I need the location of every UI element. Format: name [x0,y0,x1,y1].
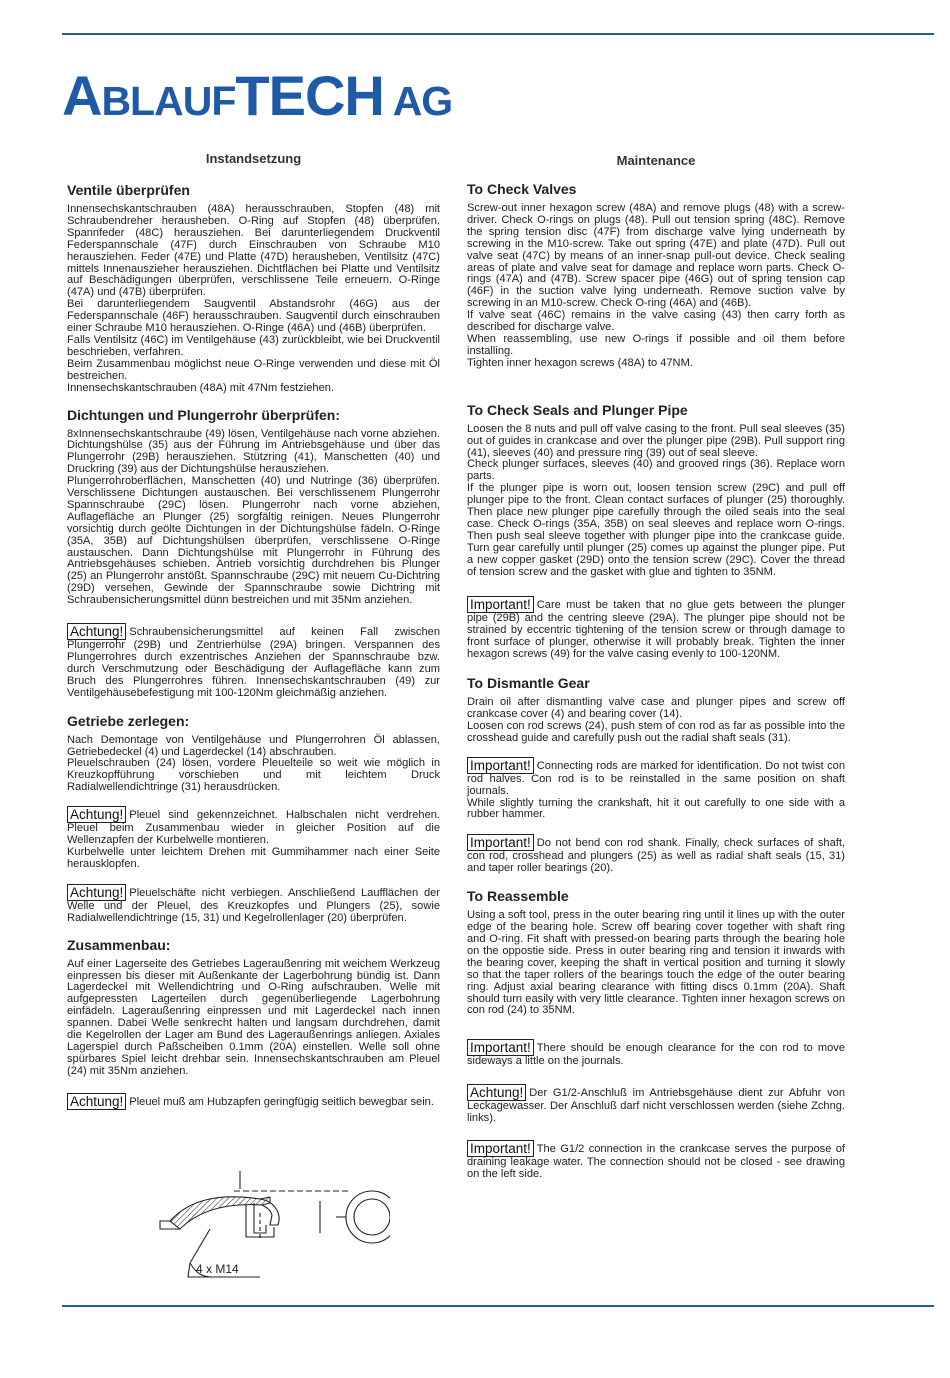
achtung-block [467,1084,845,1125]
important-block [467,1039,845,1068]
paragraph: Plungerrohroberflächen, Manschetten (40) und Nutringe (36) überprüfen. Verschlissene Dichtungen austauschen. Bei verschlissenem Plungerrohr Spannschraube (29C) lösen. Plungerrohr nach vorne abziehen, Auflagefläche an Plunger (25) sorgfältig reinigen. Neues Plungerrohr vorsichtig durch geölte Dichtungen in der Dichtungshülse fädeln. O-Ringe (35A, 35B) auf Dichtungshülsen überprüfen, verschlissene O-Ringe austauschen. Dann Dichtungshülse mit Plungerrohr in Führung des Antriebsgehäuses schieben. Antrieb vorsichtig durchdrehen bis Plunger (25) an Plungerrohr anstößt. Spannschraube (29C) mit neuem Cu-Dichtring (29D) versehen, Gewinde der Spannschraube sowie Dichtring mit Schraubensicherungsmittel dünn bestreichen und mit 35Nm anziehen. [67,475,440,607]
english-column [467,145,845,1181]
important-block [467,757,845,798]
warning-text: Der G1/2-Anschluß im Antriebsgehäuse dient zur Abfuhr von Leckagewasser. Der Anschluß darf nicht verschlossen werden (siehe Zchng. links). [467,1087,845,1125]
warning-text: Pleuelschäfte nicht verbiegen. Anschließend Laufflächen der Welle und der Pleuel, des Kreuzkopfes und Plungers (25), sowie Radialwellendichtringe (15, 31) und Kegelrollenlager (20) überprüfen. [67,886,440,924]
section-reassemble [467,888,845,1017]
paragraph: Innensechskantschrauben (48A) mit 47Nm festziehen. [67,381,335,394]
section-title: To Check Valves [467,181,577,197]
warning-text: Schraubensicherungsmittel auf keinen Fall zwischen Plungerrohr (29B) und Zentrierhülse (29A) bringen. Verspannen des Plungerrohres durch exzentrisches Anziehen der Spannschraube bzw. durch Verschmutzung oder Beschädigung der Auflagefläche kann zum Bruch des Plungerrohres führen. Innensechskantschrauben (49) zur Ventilgehäusebefestigung mit 100-120Nm gleichmäßig anziehen. [67,626,440,699]
important-block [467,834,845,875]
section-title: Getriebe zerlegen: [67,712,190,729]
paragraph: Kurbelwelle unter leichtem Drehen mit Gummihammer nach einer Seite herausklopfen. [67,845,440,870]
important-text: There should be enough clearance for the con rod to move sideways a little on the journals. [467,1042,845,1068]
achtung-badge: Achtung! [67,1093,126,1110]
german-column [67,145,440,1110]
section-zusammenbau [67,937,440,1078]
drawing-bearing-circle [354,1199,390,1235]
achtung-badge: Achtung! [67,884,126,901]
paragraph: If the plunger pipe is worn out, loosen tension screw (29C) and pull off plunger pipe to the front. Clean contact surfaces of plunger (25) thoroughly. Then place new plunger pipe carefully through the oiled seals into the seal case. Check O-rings (35A, 35B) on seal sleeves and replace worn O-rings. Then push seal sleeve together with plunger pipe into the crankcase guide. Turn gear carefully until plunger (25) comes up against the plunger pipe. Put a new copper gasket (29D) onto the tension screw (29C). Cover the thread of tension screw and the gasket with glue and tighten to 35NM. [467,482,845,578]
achtung-badge: Achtung! [67,806,126,823]
warning-block [67,623,440,700]
paragraph: Screw-out inner hexagon screw (48A) and remove plugs (48) with a screw-driver. Check O-rings on plugs (48). Pull out tension spring (48C). Remove the spring tension disc (47F) from discharge valve lying underneath by screwing in the M10-screw. Take out spring (47E) and plate (47D). Pull out valve seat (47C) by means of an inner-snap pull-out device. Check sealing areas of plate and valve seat for damage and replace worn parts. Check O-rings (47A) and (47B). Screw spacer pipe (46G) out of spring tension cap (46F) in the suction valve lying underneath. Remove suction valve by screwing in an M10-screw. Check O-ring (46A) and (46B). [467,202,845,310]
important-badge: Important! [467,757,534,774]
important-badge: Important! [467,1140,534,1157]
section-check-valves [467,181,845,370]
important-block [467,596,845,661]
section-title: To Dismantle Gear [467,675,590,692]
paragraph: Using a soft tool, press in the outer bearing ring until it lines up with the outer edge of the bearing hole. Screw off bearing cover together with shaft ring and O-ring. Fit shaft with pressed-on bearing parts through the bearing hole on the oppostie side. Press in outer bearing ring and tension it inwards with the bearing cover, keeping the shaft in vertical position and turning it slowly so that the taper rollers of the bearings touch the edge of the outer bearing ring. Adjust axial bearing clearance with fitting discs 0.1mm (20A). Shaft should turn easily with very little clearance. Tighten inner hexagon screws on con rod (24) to 35NM. [467,909,845,1017]
achtung-badge: Achtung! [467,1084,526,1101]
crankcase-drawing [150,1163,390,1291]
top-rule [62,33,934,35]
paragraph: Pleuelschrauben (24) lösen, vordere Pleuelteile so weit wie möglich in Kreuzkopfführung vorschieben und mit leichtem Druck Radialwellendichtringe (31) herausdrücken. [67,757,440,794]
important-text: Connecting rods are marked for identification. Do not twist con rod halves. Con rod is to be reinstalled in the same position on shaft journals. [467,759,845,797]
section-title: Zusammenbau: [67,936,171,953]
drawing-bearing-circle [346,1191,390,1243]
important-badge: Important! [467,1039,534,1056]
brand-logo [62,66,452,126]
logo-letter-a: A [62,64,102,127]
section-ventile [67,182,440,395]
section-dismantle-gear [467,675,845,745]
paragraph: Loosen con rod screws (24), push stem of con rod as far as possible into the crosshead guide and carefully push out the radial shaft seals (31). [467,719,845,744]
column-title-maintenance: Maintenance [616,153,696,168]
column-title-instandsetzung: Instandsetzung [205,151,302,166]
important-badge: Important! [467,596,534,613]
warning-text: Pleuel sind gekennzeichnet. Halbschalen nicht verdrehen. Pleuel beim Zusammenbau wieder in gleicher Position auf die Wellenzapfen der Kurbelwelle montieren. [67,809,440,847]
paragraph: Loosen the 8 nuts and pull off valve casing to the front. Pull seal sleeves (35) out of guides in crankcase and over the plunger pipe (29B). Pull support ring (41), sleeves (40) and pressure ring (39) out of seal sleeve. [467,422,845,459]
warning-text: Pleuel muß am Hubzapfen geringfügig seitlich bewegbar sein. [129,1095,434,1108]
paragraph: 8xInnensechskantschraube (49) lösen, Ventilgehäuse nach vorne abziehen. Dichtungshülse (35) aus der Führung im Antriebsgehäuse und über das Plungerrohr (29B) herausziehen. Stützring (41), Manschetten (40) und Druckring (39) aus der Dichtungshülse herausziehen. [67,427,440,476]
warning-block [67,884,440,925]
logo-text-blauf: BLAUF [101,78,236,124]
section-getriebe [67,713,440,795]
drawing-hatched-body [170,1197,270,1229]
section-title: Ventile überprüfen [67,182,190,198]
warning-block [67,1093,440,1110]
section-title: Dichtungen und Plungerrohr überprüfen: [67,406,340,423]
paragraph: Drain oil after dismantling valve case and plunger pipes and screw off crankcase cover (4) and bearing cover (14). [467,696,845,720]
logo-text-ech: ECH [268,64,384,127]
paragraph: Tighten inner hexagon screws (48A) to 47NM. [467,356,693,369]
warning-block [67,806,440,847]
paragraph: Check plunger surfaces, sleeves (40) and grooved rings (36). Replace worn parts. [467,458,845,483]
section-title: To Reassemble [467,888,569,905]
paragraph: Nach Demontage von Ventilgehäuse und Plungerrohren Öl ablassen, Getriebedeckel (4) und Lagerdeckel (14) abschrauben. [67,733,440,758]
paragraph: Innensechskantschrauben (48A) herausschrauben, Stopfen (48) mit Schraubendreher herausheben. O-Ring auf Stopfen (48) überprüfen. Spannfeder (48C) herausziehen. Bei darunterliegendem Druckventil Federspannschale (47F) durch Einschrauben von Schraube M10 herausziehen. Feder (47E) und Platte (47D) herausheben, Ventilsitz (47C) mittels Innenauszieher herausziehen. Dichtflächen bei Platte und Ventilsitz auf Beschädigungen überprüfen, verschlissene Teile erneuern. O-Ringe (47A) und (47B) überprüfen. [67,203,440,299]
logo-letter-t: T [235,64,269,127]
logo-text-ag: AG [383,78,453,124]
important-block [467,1140,845,1181]
section-dichtungen [67,407,440,608]
paragraph: Bei darunterliegendem Saugventil Abstandsrohr (46G) aus der Federspannschale (46F) herausschrauben. Saugventil durch einschrauben einer Schraube M10 herausziehen. O-Ringe (46A) und (46B) überprüfen. [67,298,440,335]
important-text: Care must be taken that no glue gets between the plunger pipe (29B) and the centring sleeve (29A). The plunger pipe should not be strained by eccentric tightening of the tension screw or through damage to front surface of plunger, otherwise it will probably break. Tighten the inner hexagon screws (49) for the valve casing evenly to 100-120NM. [467,599,845,661]
paragraph: When reassembling, use new O-rings if possible and oil them before installing. [467,332,845,357]
bottom-rule [62,1305,934,1307]
paragraph: Auf einer Lagerseite des Getriebes Lageraußenring mit weichem Werkzeug einpressen bis dieser mit Außenkante der Lagerbohrung bündig ist. Dann Lagerdeckel mit Wellendichtring und O-Ring aufschrauben. Welle mit aufgepressten Lagerteilen durch gegenüberliegende Lagerbohrung einfädeln. Lageraußenring einpressen und mit Lagerdeckel nach innen spannen. Dabei Welle senkrecht halten und langsam durchdrehen, damit die Kegelrollen der Lager am Bund des Lageraußenrings anliegen. Axiales Lagerspiel durch Paßscheiben 0.1mm (20A) einstellen. Welle soll ohne spürbares Spiel leicht drehbar sein. Innensechskantschrauben am Pleuel (24) mit 35Nm anziehen. [67,957,440,1077]
important-text: The G1/2 connection in the crankcase serves the purpose of draining leakage water. The connection should not be closed - see drawing on the left side. [467,1143,845,1180]
important-badge: Important! [467,834,534,851]
paragraph: Falls Ventilsitz (46C) im Ventilgehäuse (43) zurückbleibt, wie bei Druckventil beschrieben, verfahren. [67,333,440,358]
important-text: Do not bend con rod shank. Finally, check surfaces of shaft, con rod, crosshead and plungers (25) as well as radial shaft seals (15, 31) and taper roller bearings (20). [467,837,845,875]
paragraph: While slightly turning the crankshaft, hit it out carefully to one side with a rubber hammer. [467,796,845,821]
paragraph: If valve seat (46C) remains in the valve casing (43) then carry forth as described for discharge valve. [467,309,845,334]
section-check-seals [467,402,845,579]
paragraph: Beim Zusammenbau möglichst neue O-Ringe verwenden und diese mit Öl bestreichen. [67,357,440,382]
section-title: To Check Seals and Plunger Pipe [467,401,688,418]
drawing-label: 4 x M14 [196,1262,239,1276]
achtung-badge: Achtung! [67,623,126,640]
